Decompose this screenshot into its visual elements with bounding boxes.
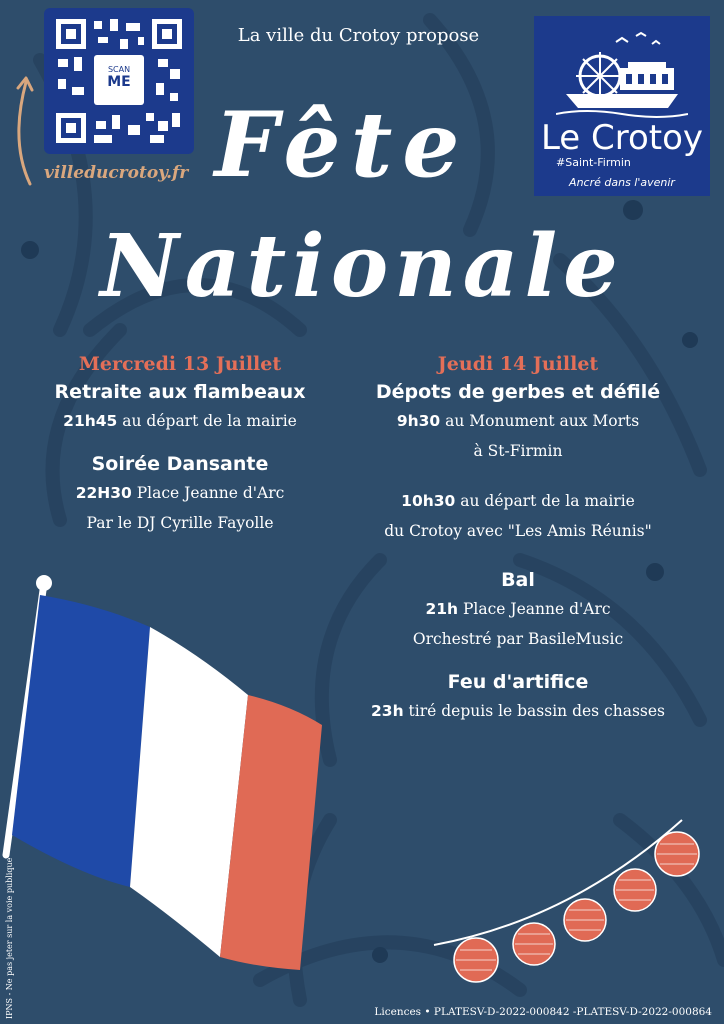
event-title: Retraite aux flambeaux	[54, 381, 306, 403]
event-line	[20, 406, 340, 436]
event-time: 10h30	[401, 492, 456, 510]
event-title: Bal	[501, 569, 535, 591]
title-line-2: Nationale	[100, 216, 624, 317]
event-line	[346, 624, 690, 654]
event-title: Soirée Dansante	[91, 453, 269, 475]
event-time: 23h	[371, 702, 404, 720]
licence-line: Licences • PLATESV-D-2022-000842 -PLATESV-D-2022-000864	[374, 1006, 712, 1018]
ipns-notice: IPNS - Ne pas jeter sur la voie publique	[5, 857, 14, 1019]
organizer-line: La ville du Crotoy propose	[237, 25, 480, 46]
flagpole-knob	[36, 575, 52, 591]
logo-name: Le Crotoy	[540, 118, 704, 158]
qr-scan-label: SCAN	[107, 65, 131, 74]
event-text: Orchestré par BasileMusic	[412, 630, 624, 648]
event-text: du Crotoy avec "Les Amis Réunis"	[384, 522, 652, 540]
event-line	[20, 508, 340, 538]
french-flag-illustration	[0, 575, 330, 975]
event-text: Place Jeanne d'Arc	[458, 600, 611, 618]
logo-tag: #Saint-Firmin	[556, 156, 631, 169]
event-line	[346, 406, 690, 436]
event-line	[346, 486, 690, 516]
event-text: au Monument aux Morts	[440, 412, 640, 430]
website-link[interactable]: villeducrotoy.fr	[44, 163, 189, 183]
event-line	[346, 696, 690, 726]
event-text: Place Jeanne d'Arc	[131, 484, 285, 502]
event-title: Dépots de gerbes et défilé	[375, 381, 661, 403]
event-line	[20, 478, 340, 508]
day1-date: Mercredi 13 Juillet	[78, 353, 282, 375]
event-time: 21h45	[63, 412, 118, 430]
event-time: 22H30	[75, 484, 132, 502]
event-line	[346, 516, 690, 546]
event-text: à St-Firmin	[473, 442, 563, 460]
event-time: 21h	[425, 600, 459, 618]
event-line	[346, 436, 690, 466]
event-time: 9h30	[396, 412, 441, 430]
day1-program	[20, 350, 340, 538]
qr-me-label: ME	[107, 74, 131, 90]
day2-program	[346, 350, 690, 726]
event-title: Feu d'artifice	[447, 671, 589, 693]
lantern-garland	[430, 810, 720, 1000]
title-line-1: Fête	[214, 92, 470, 198]
event-text: au départ de la mairie	[117, 412, 297, 430]
day2-date: Jeudi 14 Juillet	[437, 353, 599, 375]
event-text: tiré depuis le bassin des chasses	[403, 702, 665, 720]
event-text: au départ de la mairie	[455, 492, 635, 510]
logo-slogan: Ancré dans l'avenir	[569, 176, 675, 189]
event-text: Par le DJ Cyrille Fayolle	[86, 514, 274, 532]
event-line	[346, 594, 690, 624]
